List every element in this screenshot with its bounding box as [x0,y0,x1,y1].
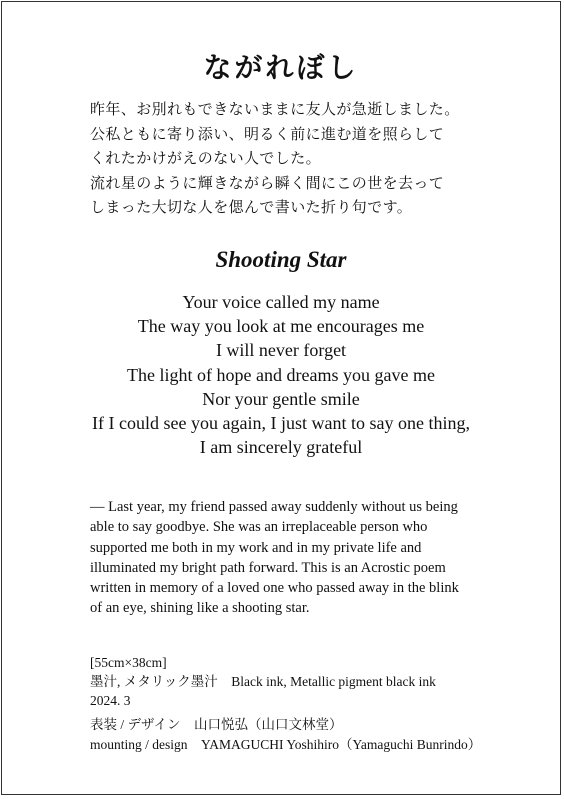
credit-english: mounting / design YAMAGUCHI Yoshihiro（Yamaguchi Bunrindo） [90,736,482,752]
note-line: supported me both in my work and in my private life and [90,539,422,556]
english-title: Shooting Star [215,247,347,272]
japanese-line: 昨年、お別れもできないままに友人が急逝しました。 [90,100,460,118]
note-line: written in memory of a loved one who passed away in the blink [90,580,459,597]
artwork-details [90,653,510,710]
artwork-date: 2024. 3 [90,693,131,708]
poem-line: Your voice called my name [182,292,380,312]
artwork-materials: 墨汁, メタリック墨汁 Black ink, Metallic pigment black ink [90,674,436,689]
note-line: able to say goodbye. She was an irreplaceable person who [90,519,428,536]
document-page [1,1,561,795]
note-line: of an eye, shining like a shooting star. [90,600,310,617]
poem [2,290,560,459]
japanese-line: しまった大切な人を偲んで書いた折り句です。 [90,198,413,216]
artwork-size: [55cm×38cm] [90,655,167,670]
poem-line: The way you look at me encourages me [137,316,425,337]
poem-line: I am sincerely grateful [199,437,363,458]
note-line: illuminated my bright path forward. This is an Acrostic poem [90,559,446,576]
english-note [90,497,500,619]
note-line: — Last year, my friend passed away suddenly without us being [90,499,458,515]
japanese-line: 公私ともに寄り添い、明るく前に進む道を照らして [90,124,445,143]
japanese-line: 流れ星のように輝きながら瞬く間にこの世を去って [90,173,445,192]
credit-japanese: 表装 / デザイン 山口悦弘（山口文林堂） [90,717,343,732]
credits [90,715,530,754]
poem-line: I will never forget [215,340,347,361]
poem-line: If I could see you again, I just want to say one thing, [92,413,470,434]
poem-line: Nor your gentle smile [202,388,360,409]
japanese-title: ながれぼし [203,51,359,84]
japanese-description [90,97,510,220]
japanese-line: くれたかけがえのない人でした。 [90,149,322,167]
poem-line: The light of hope and dreams you gave me [127,364,435,385]
